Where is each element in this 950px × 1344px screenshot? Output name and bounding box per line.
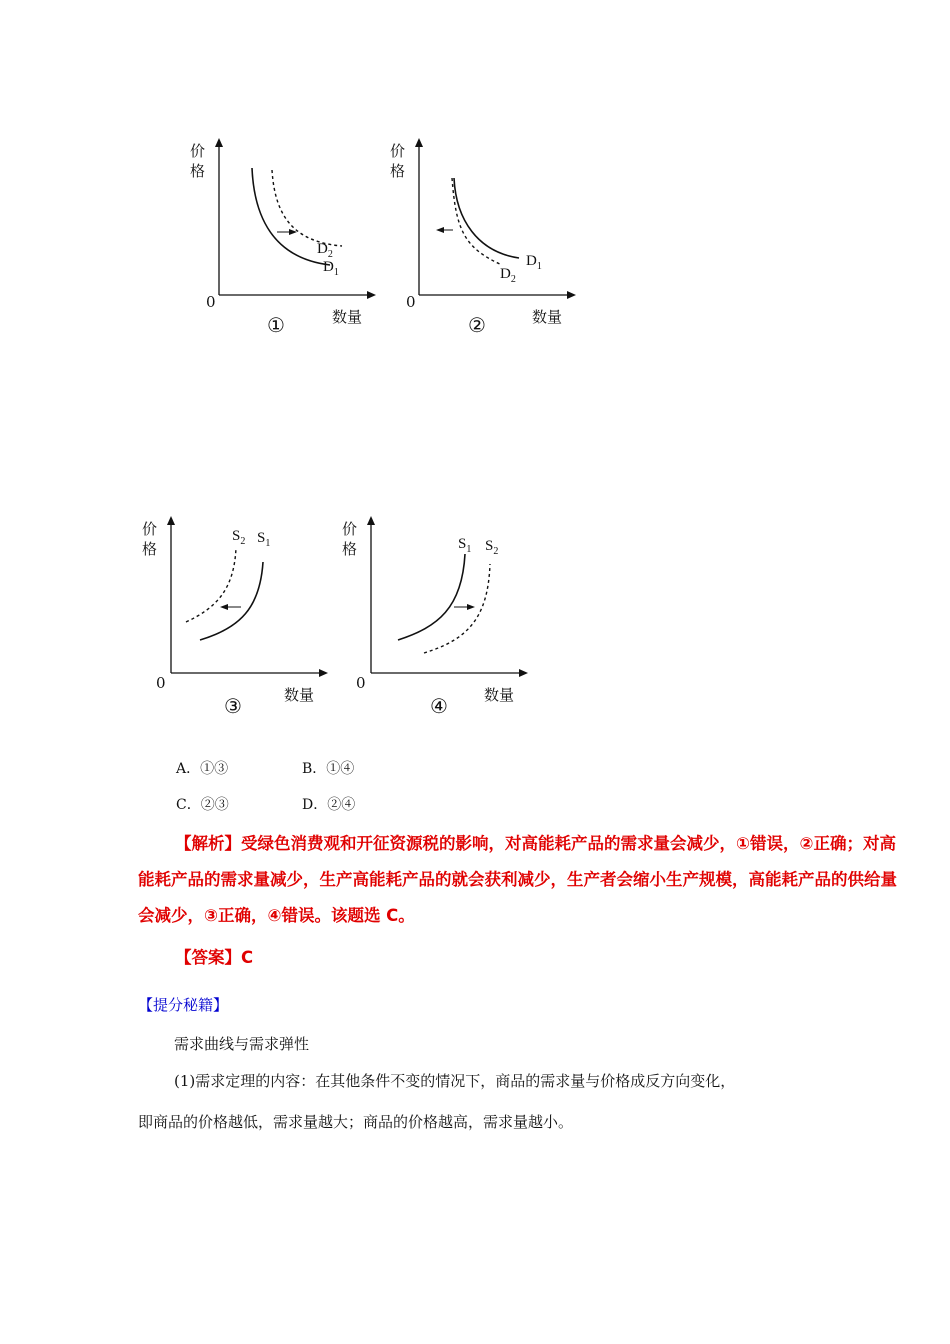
graph-4-svg: [338, 510, 538, 720]
x-axis-arrow: [519, 669, 528, 677]
y-axis-label-top: 价: [190, 142, 206, 160]
graph-3-svg: [138, 510, 338, 720]
analysis-line-3: 会减少，③正确，④错误。该题选 C。: [138, 906, 415, 925]
origin-label: 0: [206, 293, 216, 311]
shift-arrow-head: [220, 604, 228, 610]
graph-3-number: ③: [224, 694, 242, 718]
y-axis-arrow: [415, 138, 423, 147]
y-axis-label-top: 价: [390, 142, 406, 160]
tips-paragraph-1: (1)需求定理的内容：在其他条件不变的情况下，商品的需求量与价格成反方向变化，: [174, 1072, 736, 1090]
y-axis-label-bottom: 格: [390, 162, 406, 180]
curve-s2: [424, 564, 490, 653]
x-axis-arrow: [319, 669, 328, 677]
option-b[interactable]: B．①④: [302, 761, 355, 777]
y-axis-label-bottom: 格: [142, 540, 158, 558]
shift-arrow-head: [436, 227, 444, 233]
answer: 【答案】C: [175, 948, 254, 967]
tips-heading: 【提分秘籍】: [138, 996, 229, 1014]
y-axis-arrow: [167, 516, 175, 525]
graph-4: [338, 510, 538, 720]
origin-label: 0: [156, 674, 166, 692]
label-s1: $S_1$: [458, 536, 472, 555]
y-axis-label-top: 价: [142, 520, 158, 538]
curve-s1: [398, 554, 465, 640]
origin-label: 0: [356, 674, 366, 692]
label-d1: $D_1$: [526, 253, 542, 272]
label-s1: $S_1$: [257, 530, 271, 549]
graph-3: [138, 510, 338, 720]
label-s2: $S_2$: [232, 528, 246, 547]
analysis-block: [138, 826, 916, 934]
x-axis-label: 数量: [484, 686, 515, 704]
label-d1: $D_1$: [323, 259, 339, 278]
curve-s2: [186, 548, 236, 622]
x-axis-arrow: [567, 291, 576, 299]
graph-4-number: ④: [430, 694, 448, 718]
y-axis-arrow: [215, 138, 223, 147]
x-axis-arrow: [367, 291, 376, 299]
x-axis-label: 数量: [284, 686, 315, 704]
analysis-line-1: 【解析】受绿色消费观和开征资源税的影响，对高能耗产品的需求量会减少，①错误，②正确；对高: [175, 834, 896, 853]
option-c[interactable]: C．②③: [176, 797, 229, 813]
y-axis-label-bottom: 格: [190, 162, 206, 180]
graph-1-number: ①: [267, 313, 285, 337]
curve-d2: [272, 170, 342, 246]
y-axis-arrow: [367, 516, 375, 525]
label-s2: $S_2$: [485, 538, 499, 557]
y-axis-label-top: 价: [342, 520, 358, 538]
option-a[interactable]: A．①③: [176, 761, 229, 777]
y-axis-label-bottom: 格: [342, 540, 358, 558]
option-d[interactable]: D．②④: [302, 797, 356, 813]
x-axis-label: 数量: [332, 308, 363, 326]
graph-2-number: ②: [468, 313, 486, 337]
label-d2: $D_2$: [317, 241, 333, 260]
shift-arrow-head: [467, 604, 475, 610]
origin-label: 0: [406, 293, 416, 311]
tips-paragraph-2: 即商品的价格越低，需求量越大；商品的价格越高，需求量越小。: [138, 1113, 574, 1131]
curve-d2: [452, 178, 502, 265]
tips-subtitle: 需求曲线与需求弹性: [174, 1035, 310, 1053]
analysis-line-2: 能耗产品的需求量减少，生产高能耗产品的就会获利减少，生产者会缩小生产规模，高能耗产品的供给量: [138, 870, 897, 889]
label-d2: $D_2$: [500, 266, 516, 285]
x-axis-label: 数量: [532, 308, 563, 326]
curve-d1: [454, 178, 519, 258]
